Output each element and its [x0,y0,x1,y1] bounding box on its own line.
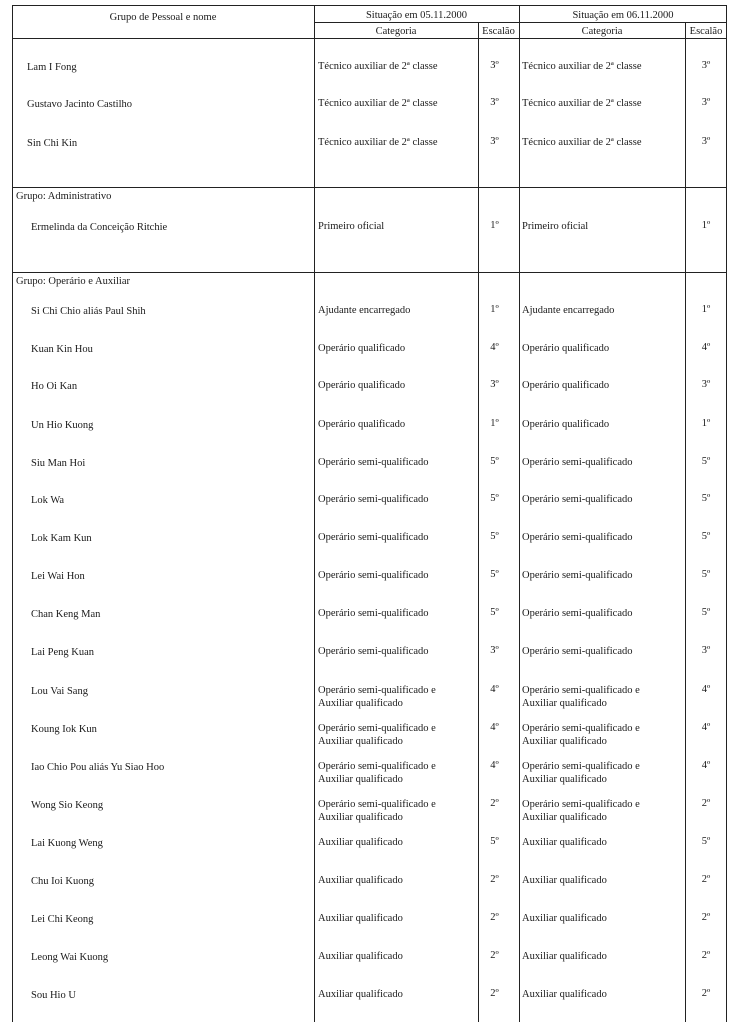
col-divider-before-step [478,22,479,1022]
step-after: 4º [701,760,711,771]
employee-name: Sin Chi Kin [27,138,78,149]
employee-name: Leong Wai Kuong [31,952,109,963]
category-after: Operário semi-qualificado [522,532,633,543]
category-before: Auxiliar qualificado [318,736,403,747]
step-after: 3º [701,60,711,71]
employee-name: Kuan Kin Hou [31,344,93,355]
step-before: 2º [490,912,499,923]
employee-name: Un Hio Kuong [31,420,94,431]
col-divider-name [314,5,315,1022]
step-before: 5º [490,456,499,467]
step-before: 4º [490,760,499,771]
left-border [12,5,13,1022]
step-before: 2º [490,950,499,961]
category-before: Operário semi-qualificado [318,646,429,657]
step-before: 4º [490,684,499,695]
col-divider-situation [519,5,520,1022]
category-before: Operário semi-qualificado [318,457,429,468]
category-before: Auxiliar qualificado [318,875,403,886]
header-category-after: Categoria [581,26,623,37]
category-before: Operário semi-qualificado [318,494,429,505]
step-before: 4º [490,342,499,353]
step-after: 5º [701,569,711,580]
category-before: Operário semi-qualificado [318,608,429,619]
step-before: 3º [490,60,499,71]
employee-name: Koung Iok Kun [31,724,97,735]
employee-name: Si Chi Chio aliás Paul Shih [31,306,146,317]
header-step-before: Escalão [482,26,515,37]
category-after: Auxiliar qualificado [522,698,607,709]
step-after: 5º [701,493,711,504]
category-before: Operário semi-qualificado [318,532,429,543]
employee-name: Gustavo Jacinto Castilho [27,99,132,110]
category-before: Operário qualificado [318,343,406,354]
step-before: 3º [490,379,499,390]
step-after: 5º [701,531,711,542]
category-before: Operário semi-qualificado [318,570,429,581]
step-after: 3º [701,379,711,390]
employee-name: Lok Wa [31,495,65,506]
step-after: 1º [701,418,711,429]
step-after: 3º [701,97,711,108]
category-before: Ajudante encarregado [318,305,411,316]
right-border [726,5,727,1022]
category-before: Operário semi-qualificado e [318,723,436,734]
employee-name: Chu Ioi Kuong [31,876,94,887]
step-after: 2º [701,912,711,923]
category-after: Operário qualificado [522,419,610,430]
step-before: 1º [490,220,499,231]
category-before: Primeiro oficial [318,221,385,232]
employee-name: Sou Hio U [31,990,76,1001]
header-step-after: Escalão [689,26,723,37]
section-title: Grupo: Administrativo [16,191,112,202]
category-after: Auxiliar qualificado [522,774,607,785]
section-title: Grupo: Operário e Auxiliar [16,276,131,287]
step-before: 5º [490,493,499,504]
step-before: 4º [490,722,499,733]
category-after: Operário semi-qualificado [522,570,633,581]
category-before: Operário qualificado [318,380,406,391]
step-before: 5º [490,836,499,847]
employee-name: Siu Man Hoi [31,458,86,469]
section-rule-operario [12,272,727,273]
step-before: 2º [490,874,499,885]
employee-name: Lam I Fong [27,62,77,73]
header-situation-before: Situação em 05.11.2000 [365,10,468,21]
category-after: Primeiro oficial [522,221,589,232]
step-after: 3º [701,136,711,147]
step-after: 5º [701,607,711,618]
step-after: 4º [701,684,711,695]
category-after: Técnico auxiliar de 2ª classe [522,98,642,109]
category-before: Operário semi-qualificado e [318,799,436,810]
step-before: 5º [490,531,499,542]
category-after: Operário semi-qualificado [522,608,633,619]
step-before: 1º [490,304,499,315]
step-before: 3º [490,645,499,656]
step-after: 2º [701,874,711,885]
category-after: Operário qualificado [522,380,610,391]
category-before: Auxiliar qualificado [318,837,403,848]
step-before: 5º [490,569,499,580]
section-rule-administrativo [12,187,727,188]
header-category-before: Categoria [375,26,417,37]
step-after: 5º [701,836,711,847]
step-after: 5º [701,456,711,467]
step-before: 5º [490,607,499,618]
category-after: Operário semi-qualificado e [522,685,640,696]
step-before: 3º [490,97,499,108]
header-bottom-rule [12,38,727,39]
category-after: Auxiliar qualificado [522,812,607,823]
employee-name: Chan Keng Man [31,609,101,620]
category-after: Auxiliar qualificado [522,951,607,962]
employee-name: Lok Kam Kun [31,533,92,544]
step-after: 2º [701,950,711,961]
category-before: Operário qualificado [318,419,406,430]
category-before: Técnico auxiliar de 2ª classe [318,98,438,109]
table-top-border [12,5,727,6]
step-before: 1º [490,418,499,429]
category-after: Auxiliar qualificado [522,875,607,886]
step-before: 2º [490,798,499,809]
employee-name: Lai Kuong Weng [31,838,103,849]
category-before: Operário semi-qualificado e [318,685,436,696]
employee-name: Lei Chi Keong [31,914,94,925]
step-after: 1º [701,304,711,315]
col-divider-after-step [685,22,686,1022]
employee-name: Lei Wai Hon [31,571,85,582]
category-before: Auxiliar qualificado [318,913,403,924]
category-before: Técnico auxiliar de 2ª classe [318,61,438,72]
category-after: Técnico auxiliar de 2ª classe [522,137,642,148]
header-group-name: Grupo de Pessoal e nome [109,12,217,23]
category-after: Auxiliar qualificado [522,913,607,924]
category-after: Auxiliar qualificado [522,736,607,747]
category-after: Auxiliar qualificado [522,989,607,1000]
category-after: Operário semi-qualificado [522,646,633,657]
category-before: Operário semi-qualificado e [318,761,436,772]
employee-name: Ermelinda da Conceição Ritchie [31,222,168,233]
step-after: 4º [701,342,711,353]
step-after: 4º [701,722,711,733]
step-after: 2º [701,798,711,809]
category-after: Operário semi-qualificado e [522,723,640,734]
category-before: Auxiliar qualificado [318,812,403,823]
category-before: Auxiliar qualificado [318,989,403,1000]
category-after: Operário semi-qualificado [522,457,633,468]
category-after: Operário semi-qualificado [522,494,633,505]
employee-name: Lou Vai Sang [31,686,88,697]
category-after: Operário qualificado [522,343,610,354]
employee-name: Ho Oi Kan [31,381,78,392]
employee-name: Wong Sio Keong [31,800,104,811]
category-after: Técnico auxiliar de 2ª classe [522,61,642,72]
step-after: 2º [701,988,711,999]
employee-name: Lai Peng Kuan [31,647,94,658]
category-before: Auxiliar qualificado [318,951,403,962]
category-after: Operário semi-qualificado e [522,799,640,810]
step-after: 1º [701,220,711,231]
header-mid-rule [314,22,727,23]
step-before: 2º [490,988,499,999]
category-before: Auxiliar qualificado [318,698,403,709]
category-after: Ajudante encarregado [522,305,615,316]
category-after: Auxiliar qualificado [522,837,607,848]
category-after: Operário semi-qualificado e [522,761,640,772]
step-before: 3º [490,136,499,147]
employee-name: Iao Chio Pou aliás Yu Siao Hoo [31,762,165,773]
category-before: Auxiliar qualificado [318,774,403,785]
step-after: 3º [701,645,711,656]
header-situation-after: Situação em 06.11.2000 [572,10,674,21]
category-before: Técnico auxiliar de 2ª classe [318,137,438,148]
